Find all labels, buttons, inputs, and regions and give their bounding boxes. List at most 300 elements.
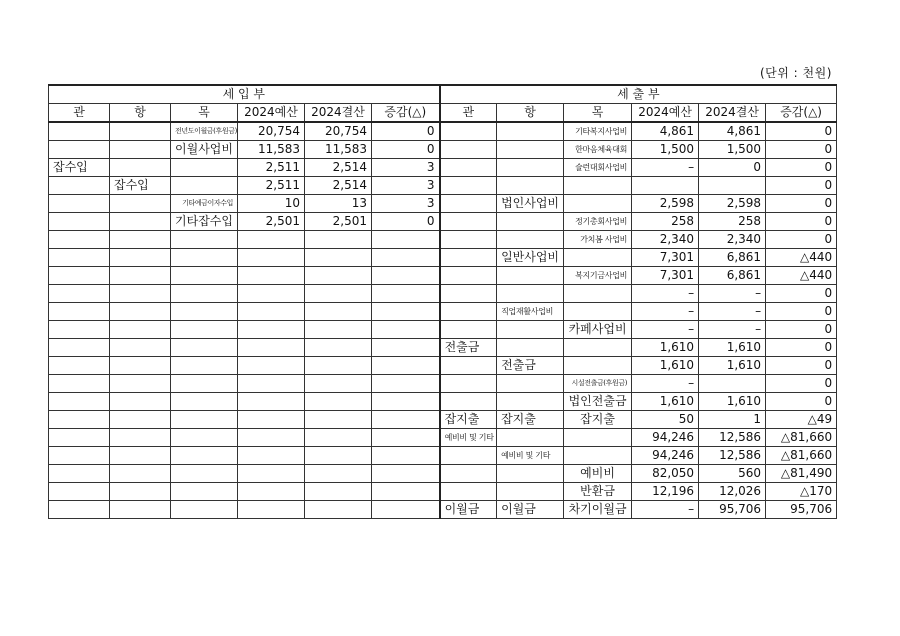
- expense-mok-cell: 기타복지사업비: [564, 122, 632, 141]
- revenue-settlement-cell: [305, 303, 372, 321]
- table-row: [49, 177, 837, 195]
- revenue-change-cell: [372, 357, 440, 375]
- col-header-settlement: 2024결산: [305, 104, 372, 123]
- revenue-change-cell: 0: [372, 122, 440, 141]
- col-header-change: 증감(△): [766, 104, 837, 123]
- expense-budget-cell: 94,246: [632, 429, 699, 447]
- expense-gwan-cell: 예비비 및 기타: [440, 429, 497, 447]
- expense-hang-cell: 이월금: [497, 501, 564, 519]
- expense-mok-cell: 카페사업비: [564, 321, 632, 339]
- revenue-mok-cell: [171, 339, 238, 357]
- expense-budget-cell: 1,610: [632, 393, 699, 411]
- expense-budget-cell: –: [632, 321, 699, 339]
- expense-gwan-cell: [440, 213, 497, 231]
- expense-settlement-cell: [699, 177, 766, 195]
- column-header-row: [49, 104, 837, 123]
- revenue-change-cell: [372, 303, 440, 321]
- revenue-change-cell: 3: [372, 177, 440, 195]
- revenue-mok-cell: [171, 285, 238, 303]
- revenue-change-cell: [372, 483, 440, 501]
- table-row: [49, 159, 837, 177]
- revenue-settlement-cell: 11,583: [305, 141, 372, 159]
- expense-change-cell: △440: [766, 249, 837, 267]
- revenue-hang-cell: [110, 357, 171, 375]
- revenue-hang-cell: [110, 159, 171, 177]
- revenue-mok-cell: 이월사업비: [171, 141, 238, 159]
- expense-mok-cell: [564, 249, 632, 267]
- revenue-hang-cell: [110, 447, 171, 465]
- expense-settlement-cell: 560: [699, 465, 766, 483]
- revenue-gwan-cell: [49, 267, 110, 285]
- expense-mok-cell: 복지기금사업비: [564, 267, 632, 285]
- table-row: [49, 285, 837, 303]
- revenue-mok-cell: [171, 411, 238, 429]
- expense-change-cell: 95,706: [766, 501, 837, 519]
- revenue-settlement-cell: [305, 465, 372, 483]
- expense-settlement-cell: –: [699, 285, 766, 303]
- expense-hang-cell: [497, 393, 564, 411]
- revenue-hang-cell: [110, 195, 171, 213]
- revenue-hang-cell: [110, 411, 171, 429]
- expense-hang-cell: [497, 375, 564, 393]
- expense-settlement-cell: 2,340: [699, 231, 766, 249]
- table-row: [49, 122, 837, 141]
- col-header-budget: 2024예산: [632, 104, 699, 123]
- table-row: [49, 375, 837, 393]
- table-row: [49, 267, 837, 285]
- expense-hang-cell: [497, 267, 564, 285]
- expense-gwan-cell: [440, 375, 497, 393]
- table-row: [49, 339, 837, 357]
- revenue-settlement-cell: [305, 411, 372, 429]
- revenue-mok-cell: [171, 231, 238, 249]
- expense-gwan-cell: [440, 357, 497, 375]
- revenue-mok-cell: [171, 249, 238, 267]
- col-header-gwan: 관: [49, 104, 110, 123]
- revenue-gwan-cell: [49, 411, 110, 429]
- expense-hang-cell: [497, 231, 564, 249]
- revenue-settlement-cell: [305, 249, 372, 267]
- revenue-hang-cell: [110, 267, 171, 285]
- expense-mok-cell: 차기이월금: [564, 501, 632, 519]
- expense-change-cell: △49: [766, 411, 837, 429]
- expense-change-cell: 0: [766, 285, 837, 303]
- expense-mok-cell: 슐런대회사업비: [564, 159, 632, 177]
- expense-gwan-cell: [440, 231, 497, 249]
- expense-settlement-cell: –: [699, 321, 766, 339]
- revenue-gwan-cell: [49, 249, 110, 267]
- revenue-mok-cell: [171, 465, 238, 483]
- expense-change-cell: 0: [766, 159, 837, 177]
- expense-gwan-cell: [440, 393, 497, 411]
- revenue-mok-cell: [171, 447, 238, 465]
- expense-gwan-cell: [440, 249, 497, 267]
- revenue-hang-cell: [110, 501, 171, 519]
- revenue-change-cell: [372, 465, 440, 483]
- col-header-change: 증감(△): [372, 104, 440, 123]
- expense-mok-cell: 예비비: [564, 465, 632, 483]
- table-row: [49, 501, 837, 519]
- revenue-settlement-cell: [305, 501, 372, 519]
- expense-gwan-cell: [440, 321, 497, 339]
- revenue-settlement-cell: [305, 429, 372, 447]
- expense-change-cell: △440: [766, 267, 837, 285]
- revenue-change-cell: [372, 321, 440, 339]
- revenue-change-cell: [372, 393, 440, 411]
- revenue-budget-cell: 11,583: [238, 141, 305, 159]
- revenue-hang-cell: [110, 321, 171, 339]
- expense-change-cell: 0: [766, 122, 837, 141]
- expense-mok-cell: 반환금: [564, 483, 632, 501]
- expense-settlement-cell: 0: [699, 159, 766, 177]
- revenue-budget-cell: [238, 249, 305, 267]
- expense-change-cell: 0: [766, 393, 837, 411]
- revenue-gwan-cell: [49, 321, 110, 339]
- expense-hang-cell: 잡지출: [497, 411, 564, 429]
- revenue-mok-cell: 전년도이월금(후원금): [171, 122, 238, 141]
- expense-gwan-cell: [440, 465, 497, 483]
- expense-mok-cell: 시설전출금(후원금): [564, 375, 632, 393]
- expense-change-cell: 0: [766, 339, 837, 357]
- expense-gwan-cell: 잡지출: [440, 411, 497, 429]
- expense-hang-cell: 예비비 및 기타: [497, 447, 564, 465]
- expense-hang-cell: [497, 177, 564, 195]
- revenue-mok-cell: [171, 177, 238, 195]
- expense-gwan-cell: [440, 195, 497, 213]
- revenue-hang-cell: [110, 339, 171, 357]
- unit-label: (단위 : 천원): [760, 66, 832, 80]
- table-row: [49, 195, 837, 213]
- revenue-gwan-cell: [49, 375, 110, 393]
- revenue-mok-cell: [171, 357, 238, 375]
- revenue-gwan-cell: [49, 393, 110, 411]
- revenue-mok-cell: [171, 483, 238, 501]
- revenue-hang-cell: [110, 465, 171, 483]
- expense-settlement-cell: 4,861: [699, 122, 766, 141]
- table-row: [49, 321, 837, 339]
- expense-change-cell: 0: [766, 231, 837, 249]
- revenue-budget-cell: [238, 483, 305, 501]
- expense-budget-cell: 2,598: [632, 195, 699, 213]
- revenue-section-title: 세 입 부: [49, 85, 440, 104]
- revenue-change-cell: [372, 267, 440, 285]
- revenue-change-cell: 3: [372, 159, 440, 177]
- revenue-change-cell: 0: [372, 213, 440, 231]
- expense-settlement-cell: 1: [699, 411, 766, 429]
- expense-settlement-cell: 12,586: [699, 447, 766, 465]
- revenue-mok-cell: [171, 429, 238, 447]
- table-row: [49, 393, 837, 411]
- expense-hang-cell: [497, 213, 564, 231]
- revenue-budget-cell: [238, 303, 305, 321]
- expense-gwan-cell: [440, 122, 497, 141]
- expense-gwan-cell: [440, 141, 497, 159]
- expense-budget-cell: 50: [632, 411, 699, 429]
- expense-hang-cell: 일반사업비: [497, 249, 564, 267]
- revenue-change-cell: [372, 501, 440, 519]
- revenue-settlement-cell: [305, 285, 372, 303]
- revenue-settlement-cell: [305, 447, 372, 465]
- revenue-budget-cell: [238, 411, 305, 429]
- revenue-budget-cell: [238, 339, 305, 357]
- expense-hang-cell: [497, 429, 564, 447]
- expense-settlement-cell: 1,500: [699, 141, 766, 159]
- expense-mok-cell: [564, 429, 632, 447]
- expense-budget-cell: 1,610: [632, 357, 699, 375]
- revenue-budget-cell: [238, 375, 305, 393]
- expense-budget-cell: –: [632, 303, 699, 321]
- expense-budget-cell: 7,301: [632, 267, 699, 285]
- expense-budget-cell: –: [632, 159, 699, 177]
- revenue-hang-cell: [110, 249, 171, 267]
- expense-hang-cell: [497, 285, 564, 303]
- expense-gwan-cell: [440, 303, 497, 321]
- revenue-hang-cell: [110, 285, 171, 303]
- revenue-change-cell: 3: [372, 195, 440, 213]
- expense-mok-cell: 정기총회사업비: [564, 213, 632, 231]
- table-row: [49, 249, 837, 267]
- expense-budget-cell: 82,050: [632, 465, 699, 483]
- revenue-budget-cell: [238, 501, 305, 519]
- table-row: [49, 483, 837, 501]
- revenue-change-cell: [372, 411, 440, 429]
- expense-hang-cell: 직업재활사업비: [497, 303, 564, 321]
- expense-hang-cell: [497, 321, 564, 339]
- expense-budget-cell: 1,500: [632, 141, 699, 159]
- expense-gwan-cell: 이월금: [440, 501, 497, 519]
- revenue-gwan-cell: [49, 339, 110, 357]
- revenue-gwan-cell: [49, 141, 110, 159]
- revenue-gwan-cell: [49, 195, 110, 213]
- revenue-hang-cell: [110, 483, 171, 501]
- table-row: [49, 411, 837, 429]
- revenue-mok-cell: [171, 501, 238, 519]
- revenue-mok-cell: [171, 303, 238, 321]
- revenue-change-cell: [372, 249, 440, 267]
- expense-gwan-cell: [440, 483, 497, 501]
- revenue-settlement-cell: [305, 267, 372, 285]
- revenue-gwan-cell: [49, 429, 110, 447]
- revenue-hang-cell: [110, 429, 171, 447]
- revenue-settlement-cell: [305, 231, 372, 249]
- expense-hang-cell: [497, 122, 564, 141]
- revenue-budget-cell: [238, 321, 305, 339]
- expense-hang-cell: [497, 339, 564, 357]
- expense-settlement-cell: 2,598: [699, 195, 766, 213]
- revenue-mok-cell: 기타잡수입: [171, 213, 238, 231]
- expense-settlement-cell: 1,610: [699, 357, 766, 375]
- revenue-settlement-cell: 2,514: [305, 177, 372, 195]
- revenue-hang-cell: [110, 231, 171, 249]
- revenue-hang-cell: [110, 393, 171, 411]
- revenue-budget-cell: 10: [238, 195, 305, 213]
- revenue-gwan-cell: [49, 177, 110, 195]
- expense-change-cell: 0: [766, 141, 837, 159]
- table-row: [49, 465, 837, 483]
- revenue-change-cell: [372, 447, 440, 465]
- expense-mok-cell: [564, 285, 632, 303]
- revenue-mok-cell: [171, 321, 238, 339]
- revenue-settlement-cell: [305, 357, 372, 375]
- revenue-gwan-cell: [49, 213, 110, 231]
- expense-hang-cell: 전출금: [497, 357, 564, 375]
- revenue-gwan-cell: [49, 501, 110, 519]
- expense-gwan-cell: [440, 285, 497, 303]
- expense-change-cell: △81,490: [766, 465, 837, 483]
- expense-mok-cell: 한마음체육대회: [564, 141, 632, 159]
- expense-budget-cell: 7,301: [632, 249, 699, 267]
- revenue-change-cell: 0: [372, 141, 440, 159]
- settlement-table: [48, 84, 837, 519]
- revenue-mok-cell: 기타예금이자수입: [171, 195, 238, 213]
- revenue-change-cell: [372, 429, 440, 447]
- expense-change-cell: 0: [766, 375, 837, 393]
- expense-settlement-cell: 1,610: [699, 339, 766, 357]
- expense-settlement-cell: 95,706: [699, 501, 766, 519]
- expense-section-title: 세 출 부: [440, 85, 837, 104]
- expense-mok-cell: 법인전출금: [564, 393, 632, 411]
- expense-budget-cell: 2,340: [632, 231, 699, 249]
- revenue-settlement-cell: [305, 393, 372, 411]
- revenue-budget-cell: [238, 393, 305, 411]
- revenue-gwan-cell: [49, 303, 110, 321]
- col-header-hang: 항: [110, 104, 171, 123]
- revenue-settlement-cell: 2,514: [305, 159, 372, 177]
- expense-hang-cell: 법인사업비: [497, 195, 564, 213]
- col-header-hang: 항: [497, 104, 564, 123]
- expense-change-cell: 0: [766, 321, 837, 339]
- expense-gwan-cell: 전출금: [440, 339, 497, 357]
- expense-mok-cell: [564, 177, 632, 195]
- table-row: [49, 429, 837, 447]
- revenue-budget-cell: [238, 429, 305, 447]
- revenue-budget-cell: [238, 267, 305, 285]
- revenue-gwan-cell: [49, 483, 110, 501]
- revenue-hang-cell: [110, 303, 171, 321]
- expense-gwan-cell: [440, 177, 497, 195]
- expense-gwan-cell: [440, 447, 497, 465]
- revenue-mok-cell: [171, 267, 238, 285]
- revenue-budget-cell: 2,511: [238, 177, 305, 195]
- expense-mok-cell: [564, 447, 632, 465]
- revenue-budget-cell: 20,754: [238, 122, 305, 141]
- revenue-hang-cell: [110, 213, 171, 231]
- expense-settlement-cell: 258: [699, 213, 766, 231]
- revenue-settlement-cell: 2,501: [305, 213, 372, 231]
- expense-settlement-cell: [699, 375, 766, 393]
- revenue-mok-cell: [171, 393, 238, 411]
- expense-hang-cell: [497, 141, 564, 159]
- revenue-budget-cell: [238, 357, 305, 375]
- expense-budget-cell: [632, 177, 699, 195]
- revenue-hang-cell: [110, 141, 171, 159]
- expense-budget-cell: 1,610: [632, 339, 699, 357]
- revenue-settlement-cell: [305, 321, 372, 339]
- expense-budget-cell: 258: [632, 213, 699, 231]
- expense-mok-cell: [564, 303, 632, 321]
- expense-change-cell: △81,660: [766, 429, 837, 447]
- revenue-budget-cell: [238, 231, 305, 249]
- revenue-budget-cell: 2,501: [238, 213, 305, 231]
- revenue-budget-cell: [238, 447, 305, 465]
- revenue-settlement-cell: [305, 483, 372, 501]
- revenue-mok-cell: [171, 159, 238, 177]
- expense-budget-cell: –: [632, 375, 699, 393]
- revenue-budget-cell: [238, 285, 305, 303]
- expense-settlement-cell: 6,861: [699, 249, 766, 267]
- revenue-change-cell: [372, 231, 440, 249]
- table-row: [49, 141, 837, 159]
- revenue-hang-cell: [110, 122, 171, 141]
- col-header-gwan: 관: [440, 104, 497, 123]
- expense-budget-cell: –: [632, 285, 699, 303]
- table-row: [49, 303, 837, 321]
- table-row: [49, 357, 837, 375]
- expense-change-cell: 0: [766, 303, 837, 321]
- expense-hang-cell: [497, 483, 564, 501]
- revenue-gwan-cell: [49, 122, 110, 141]
- expense-budget-cell: –: [632, 501, 699, 519]
- expense-mok-cell: [564, 339, 632, 357]
- expense-settlement-cell: 12,026: [699, 483, 766, 501]
- expense-change-cell: 0: [766, 357, 837, 375]
- expense-gwan-cell: [440, 267, 497, 285]
- expense-hang-cell: [497, 159, 564, 177]
- expense-change-cell: 0: [766, 177, 837, 195]
- revenue-settlement-cell: [305, 375, 372, 393]
- col-header-mok: 목: [564, 104, 632, 123]
- revenue-change-cell: [372, 375, 440, 393]
- expense-settlement-cell: 6,861: [699, 267, 766, 285]
- col-header-mok: 목: [171, 104, 238, 123]
- revenue-gwan-cell: [49, 447, 110, 465]
- revenue-settlement-cell: 13: [305, 195, 372, 213]
- col-header-settlement: 2024결산: [699, 104, 766, 123]
- expense-mok-cell: 가치봄 사업비: [564, 231, 632, 249]
- revenue-change-cell: [372, 339, 440, 357]
- revenue-gwan-cell: 잡수입: [49, 159, 110, 177]
- revenue-gwan-cell: [49, 465, 110, 483]
- expense-budget-cell: 12,196: [632, 483, 699, 501]
- revenue-budget-cell: [238, 465, 305, 483]
- expense-budget-cell: 94,246: [632, 447, 699, 465]
- table-row: [49, 447, 837, 465]
- revenue-mok-cell: [171, 375, 238, 393]
- expense-mok-cell: [564, 357, 632, 375]
- revenue-gwan-cell: [49, 357, 110, 375]
- revenue-hang-cell: 잡수입: [110, 177, 171, 195]
- expense-change-cell: 0: [766, 213, 837, 231]
- expense-change-cell: △81,660: [766, 447, 837, 465]
- expense-mok-cell: [564, 195, 632, 213]
- expense-budget-cell: 4,861: [632, 122, 699, 141]
- table-row: [49, 213, 837, 231]
- expense-settlement-cell: 1,610: [699, 393, 766, 411]
- revenue-change-cell: [372, 285, 440, 303]
- revenue-budget-cell: 2,511: [238, 159, 305, 177]
- revenue-hang-cell: [110, 375, 171, 393]
- expense-gwan-cell: [440, 159, 497, 177]
- expense-change-cell: 0: [766, 195, 837, 213]
- expense-settlement-cell: –: [699, 303, 766, 321]
- expense-settlement-cell: 12,586: [699, 429, 766, 447]
- expense-hang-cell: [497, 465, 564, 483]
- table-row: [49, 231, 837, 249]
- col-header-budget: 2024예산: [238, 104, 305, 123]
- expense-change-cell: △170: [766, 483, 837, 501]
- revenue-gwan-cell: [49, 285, 110, 303]
- expense-mok-cell: 잡지출: [564, 411, 632, 429]
